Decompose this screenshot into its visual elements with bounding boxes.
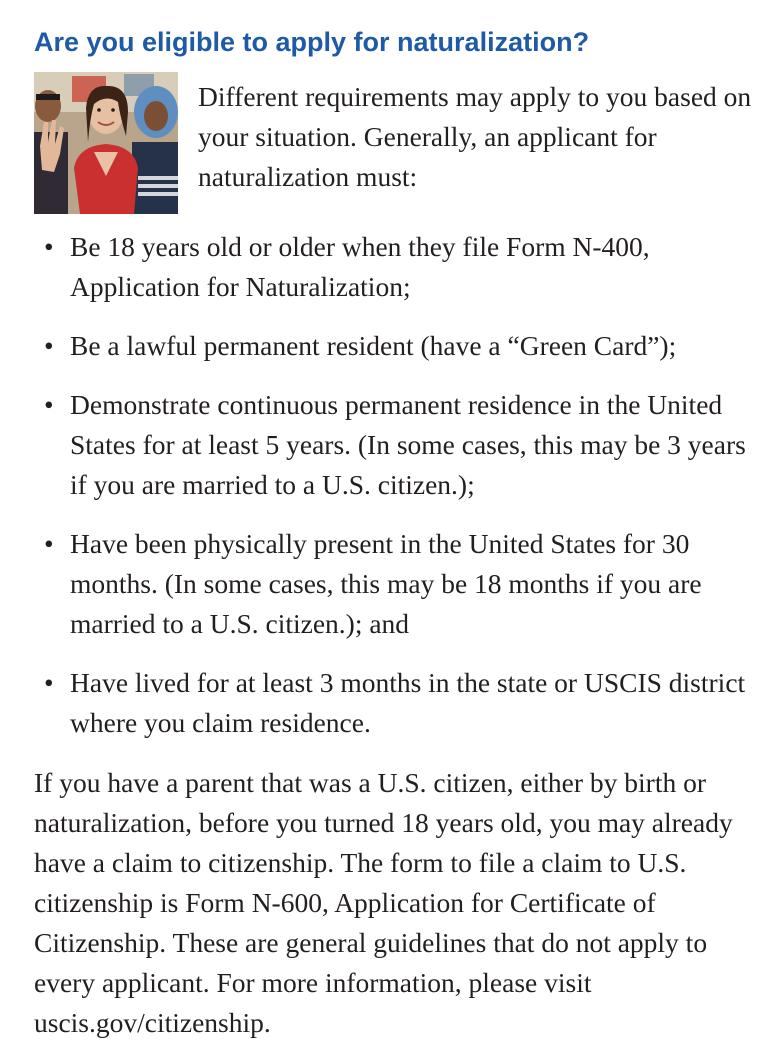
requirement-item-green-card — [34, 326, 764, 366]
bullet-marker: • — [44, 667, 54, 698]
requirement-item-age — [34, 227, 764, 307]
closing-paragraph: If you have a parent that was a U.S. citizen, either by birth or naturalization, before you turned 18 years old, you may already have a claim to citizenship. The form to file a claim to U.S. citizenship is Form N-600, Application for Certificate of Citizenship. These are general guidelines that do not apply to every applicant. For more information, please visit uscis.gov/citizenship. — [34, 767, 733, 1038]
requirement-text: Be a lawful permanent resident (have a “Green Card”); — [70, 330, 677, 361]
requirement-text: Have been physically present in the United States for 30 months. (In some cases, this may be 18 months if you are married to a U.S. citizen.); and — [70, 528, 702, 639]
requirements-list — [34, 227, 764, 762]
photo-illustration — [34, 72, 178, 214]
page-title: Are you eligible to apply for naturalization? — [34, 27, 590, 57]
oath-ceremony-photo — [34, 72, 178, 214]
bullet-marker: • — [44, 330, 54, 361]
requirement-text: Demonstrate continuous permanent residence in the United States for at least 5 years. (In some cases, this may be 3 years if you are married to a U.S. citizen.); — [70, 389, 746, 500]
bullet-marker: • — [44, 231, 54, 262]
requirement-text: Have lived for at least 3 months in the state or USCIS district where you claim residence. — [70, 667, 746, 738]
requirement-item-state-residence — [34, 663, 764, 743]
bullet-marker: • — [44, 389, 54, 420]
requirement-item-physical-presence — [34, 524, 764, 644]
bullet-marker: • — [44, 528, 54, 559]
requirement-item-continuous-residence — [34, 385, 764, 505]
requirement-text: Be 18 years old or older when they file Form N-400, Application for Naturalization; — [70, 231, 650, 302]
intro-paragraph: Different requirements may apply to you based on your situation. Generally, an applicant for naturalization must: — [198, 81, 752, 192]
